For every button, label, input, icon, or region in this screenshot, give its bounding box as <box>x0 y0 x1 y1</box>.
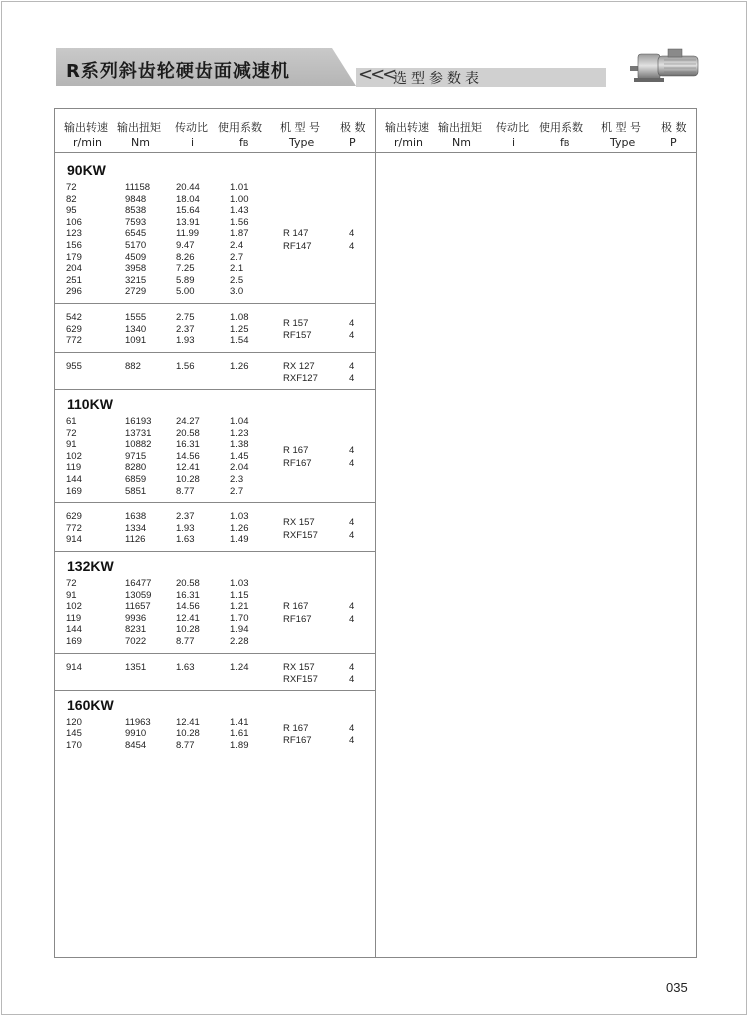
cell-speed: 82 <box>66 193 77 205</box>
cell-speed: 169 <box>66 636 82 647</box>
header-service-factor: 使用系数 <box>539 121 583 134</box>
cell-speed: 251 <box>66 274 82 286</box>
cell-ratio: 11.99 <box>176 228 200 240</box>
cell-torque: 8538 <box>125 205 147 217</box>
cell-torque: 11963 <box>125 716 151 728</box>
row-divider <box>55 653 375 654</box>
cell-type: R 157 <box>283 317 309 329</box>
cell-ratio: 1.93 <box>176 335 195 347</box>
section-title: 132KW <box>67 558 114 574</box>
unit-torque: Nm <box>452 136 471 149</box>
cell-ratio: 5.00 <box>176 286 195 298</box>
row-divider <box>55 502 375 503</box>
cell-poles: 4 <box>349 360 355 372</box>
cell-torque: 5851 <box>125 485 147 497</box>
unit-poles: P <box>670 136 677 149</box>
cell-torque: 11657 <box>125 601 151 613</box>
cell-type: RF167 <box>283 735 312 747</box>
cell-service-factor: 1.61 <box>230 728 249 740</box>
cell-service-factor: 1.45 <box>230 450 249 462</box>
cell-speed: 91 <box>66 439 77 451</box>
cell-speed: 120 <box>66 716 82 728</box>
cell-speed: 144 <box>66 474 82 485</box>
cell-type: RXF157 <box>283 674 318 686</box>
cell-service-factor: 1.54 <box>230 335 249 347</box>
cell-torque: 9848 <box>125 193 147 205</box>
row-divider <box>55 303 375 304</box>
cell-torque: 2729 <box>125 286 147 298</box>
cell-torque: 3215 <box>125 274 147 286</box>
cell-speed: 629 <box>66 511 82 523</box>
cell-speed: 119 <box>66 462 82 474</box>
cell-type: RF157 <box>283 330 312 342</box>
cell-speed: 123 <box>66 228 82 240</box>
cell-ratio: 2.37 <box>176 323 195 335</box>
cell-service-factor: 2.3 <box>230 474 244 485</box>
unit-ratio: i <box>512 136 516 149</box>
table-header <box>55 109 375 153</box>
cell-torque: 13731 <box>125 427 152 439</box>
cell-service-factor: 1.38 <box>230 439 249 451</box>
header-ratio: 传动比 <box>175 121 208 134</box>
cell-service-factor: 1.24 <box>230 661 249 673</box>
cell-torque: 5170 <box>125 240 147 251</box>
header-ratio: 传动比 <box>496 121 529 134</box>
cell-torque: 16193 <box>125 416 152 427</box>
cell-speed: 72 <box>66 578 77 589</box>
cell-ratio: 7.25 <box>176 263 195 275</box>
cell-ratio: 20.58 <box>176 427 200 439</box>
cell-speed: 91 <box>66 589 77 601</box>
cell-torque: 16477 <box>125 578 152 589</box>
cell-service-factor: 1.56 <box>230 216 249 228</box>
unit-service-factor: fB <box>560 136 570 149</box>
cell-service-factor: 2.04 <box>230 462 249 474</box>
cell-service-factor: 1.21 <box>230 601 249 613</box>
cell-service-factor: 3.0 <box>230 286 244 298</box>
cell-torque: 1091 <box>125 335 147 347</box>
unit-ratio: i <box>191 136 195 149</box>
header-type: 机 型 号 <box>601 121 641 134</box>
section-title: 90KW <box>67 162 106 178</box>
cell-poles: 4 <box>349 674 355 686</box>
unit-torque: Nm <box>131 136 150 149</box>
header-torque: 输出扭矩 <box>438 121 482 134</box>
cell-ratio: 13.91 <box>176 216 200 228</box>
cell-ratio: 10.28 <box>176 728 200 740</box>
cell-service-factor: 1.49 <box>230 534 249 546</box>
cell-torque: 9715 <box>125 450 147 462</box>
cell-ratio: 15.64 <box>176 205 200 217</box>
cell-speed: 914 <box>66 661 82 673</box>
cell-speed: 102 <box>66 450 82 462</box>
cell-torque: 10882 <box>125 439 152 451</box>
cell-type: RF167 <box>283 457 312 469</box>
cell-poles: 4 <box>349 330 355 342</box>
unit-type: Type <box>610 136 636 149</box>
cell-torque: 1340 <box>125 323 147 335</box>
cell-type: RX 157 <box>283 517 315 528</box>
cell-service-factor: 2.7 <box>230 485 244 497</box>
cell-service-factor: 1.70 <box>230 612 249 624</box>
row-divider <box>55 690 375 691</box>
cell-service-factor: 2.4 <box>230 240 244 251</box>
cell-poles: 4 <box>349 601 355 613</box>
cell-ratio: 16.31 <box>176 439 200 451</box>
unit-speed: r/min <box>73 136 102 149</box>
cell-speed: 772 <box>66 335 82 347</box>
cell-poles: 4 <box>349 529 355 541</box>
cell-service-factor: 1.87 <box>230 228 249 240</box>
cell-speed: 72 <box>66 182 77 193</box>
cell-service-factor: 1.94 <box>230 624 249 636</box>
gear-motor-icon <box>628 46 704 86</box>
cell-poles: 4 <box>349 373 355 385</box>
cell-service-factor: 2.28 <box>230 636 249 647</box>
cell-poles: 4 <box>349 735 355 747</box>
cell-ratio: 12.41 <box>176 612 200 624</box>
cell-torque: 7022 <box>125 636 147 647</box>
cell-speed: 955 <box>66 360 82 372</box>
cell-torque: 1638 <box>125 511 147 523</box>
cell-service-factor: 1.23 <box>230 427 249 439</box>
cell-ratio: 20.58 <box>176 578 200 589</box>
header-poles: 极 数 <box>340 121 366 134</box>
cell-service-factor: 1.89 <box>230 740 249 751</box>
cell-torque: 6545 <box>125 228 147 240</box>
cell-poles: 4 <box>349 613 355 625</box>
cell-ratio: 18.04 <box>176 193 200 205</box>
cell-torque: 1334 <box>125 522 147 534</box>
cell-ratio: 16.31 <box>176 589 200 601</box>
cell-service-factor: 1.25 <box>230 323 249 335</box>
row-divider <box>55 352 375 353</box>
cell-service-factor: 1.08 <box>230 312 249 323</box>
cell-torque: 7593 <box>125 216 147 228</box>
cell-ratio: 12.41 <box>176 462 200 474</box>
cell-service-factor: 1.04 <box>230 416 249 427</box>
cell-speed: 179 <box>66 251 82 263</box>
cell-speed: 629 <box>66 323 82 335</box>
cell-torque: 8231 <box>125 624 147 636</box>
cell-ratio: 10.28 <box>176 474 200 485</box>
header-torque: 输出扭矩 <box>117 121 161 134</box>
cell-ratio: 12.41 <box>176 716 200 728</box>
cell-service-factor: 1.03 <box>230 511 249 523</box>
table-header <box>376 109 696 153</box>
cell-speed: 204 <box>66 263 82 275</box>
cell-type: RF147 <box>283 241 312 252</box>
cell-type: R 167 <box>283 722 309 734</box>
cell-poles: 4 <box>349 241 355 252</box>
section-title: 110KW <box>67 396 113 412</box>
cell-torque: 4509 <box>125 251 147 263</box>
cell-torque: 1126 <box>125 534 146 546</box>
cell-torque: 1555 <box>125 312 147 323</box>
cell-torque: 9910 <box>125 728 147 740</box>
page-subtitle: 选型参数表 <box>393 71 483 87</box>
header-speed: 输出转速 <box>385 121 429 134</box>
section-title: 160KW <box>67 696 114 713</box>
cell-speed: 156 <box>66 240 82 251</box>
cell-type: RXF127 <box>283 373 318 385</box>
cell-ratio: 1.56 <box>176 360 195 372</box>
cell-ratio: 20.44 <box>176 182 200 193</box>
cell-poles: 4 <box>349 457 355 469</box>
cell-service-factor: 1.26 <box>230 522 249 534</box>
unit-type: Type <box>289 136 315 149</box>
header-poles: 极 数 <box>661 121 687 134</box>
cell-speed: 914 <box>66 534 82 546</box>
cell-speed: 144 <box>66 624 82 636</box>
cell-speed: 145 <box>66 728 82 740</box>
cell-service-factor: 2.1 <box>230 263 244 275</box>
cell-torque: 9936 <box>125 612 147 624</box>
cell-ratio: 2.75 <box>176 312 195 323</box>
cell-ratio: 14.56 <box>176 601 200 613</box>
cell-type: RX 157 <box>283 661 315 673</box>
cell-speed: 95 <box>66 205 77 217</box>
cell-service-factor: 1.15 <box>230 589 249 601</box>
unit-speed: r/min <box>394 136 423 149</box>
cell-speed: 170 <box>66 740 82 751</box>
cell-ratio: 24.27 <box>176 416 200 427</box>
cell-poles: 4 <box>349 228 355 240</box>
cell-torque: 1351 <box>125 661 147 673</box>
cell-speed: 542 <box>66 312 82 323</box>
cell-torque: 8454 <box>125 740 147 751</box>
cell-ratio: 8.26 <box>176 251 195 263</box>
cell-ratio: 1.63 <box>176 661 195 673</box>
cell-type: RX 127 <box>283 360 315 372</box>
cell-service-factor: 1.43 <box>230 205 249 217</box>
cell-torque: 882 <box>125 360 141 372</box>
cell-ratio: 8.77 <box>176 636 195 647</box>
cell-poles: 4 <box>349 722 355 734</box>
spec-table-right <box>375 108 697 958</box>
cell-service-factor: 2.7 <box>230 251 244 263</box>
cell-type: RXF157 <box>283 529 318 541</box>
row-divider <box>55 551 375 552</box>
cell-speed: 169 <box>66 485 82 497</box>
cell-torque: 11158 <box>125 182 151 193</box>
cell-speed: 72 <box>66 427 77 439</box>
cell-service-factor: 1.26 <box>230 360 249 372</box>
cell-ratio: 8.77 <box>176 740 195 751</box>
cell-speed: 102 <box>66 601 82 613</box>
chevron-left-icon: <<< <box>358 64 395 85</box>
spec-table-left <box>54 108 376 958</box>
cell-speed: 296 <box>66 286 82 298</box>
header-service-factor: 使用系数 <box>218 121 262 134</box>
cell-ratio: 10.28 <box>176 624 200 636</box>
cell-service-factor: 1.41 <box>230 716 249 728</box>
cell-service-factor: 2.5 <box>230 274 244 286</box>
cell-type: R 167 <box>283 445 309 456</box>
cell-speed: 106 <box>66 216 82 228</box>
cell-ratio: 14.56 <box>176 450 200 462</box>
cell-ratio: 8.77 <box>176 485 195 497</box>
header-type: 机 型 号 <box>280 121 320 134</box>
cell-ratio: 1.63 <box>176 534 195 546</box>
cell-service-factor: 1.03 <box>230 578 249 589</box>
cell-poles: 4 <box>349 661 355 673</box>
unit-poles: P <box>349 136 356 149</box>
cell-poles: 4 <box>349 445 355 456</box>
cell-service-factor: 1.01 <box>230 182 249 193</box>
cell-ratio: 1.93 <box>176 522 195 534</box>
cell-speed: 119 <box>66 612 82 624</box>
cell-torque: 13059 <box>125 589 152 601</box>
cell-service-factor: 1.00 <box>230 193 249 205</box>
cell-poles: 4 <box>349 317 355 329</box>
unit-service-factor: fB <box>239 136 249 149</box>
row-divider <box>55 389 375 390</box>
cell-torque: 3958 <box>125 263 147 275</box>
cell-ratio: 2.37 <box>176 511 195 523</box>
cell-type: R 147 <box>283 228 309 240</box>
cell-ratio: 9.47 <box>176 240 195 251</box>
cell-torque: 8280 <box>125 462 147 474</box>
cell-torque: 6859 <box>125 474 147 485</box>
cell-poles: 4 <box>349 517 355 528</box>
page-title: R系列斜齿轮硬齿面减速机 <box>66 61 290 82</box>
page-number: 035 <box>666 980 688 995</box>
cell-speed: 772 <box>66 522 82 534</box>
cell-type: R 167 <box>283 601 309 613</box>
cell-ratio: 5.89 <box>176 274 195 286</box>
cell-speed: 61 <box>66 416 77 427</box>
cell-type: RF167 <box>283 613 312 625</box>
header-speed: 输出转速 <box>64 121 108 134</box>
